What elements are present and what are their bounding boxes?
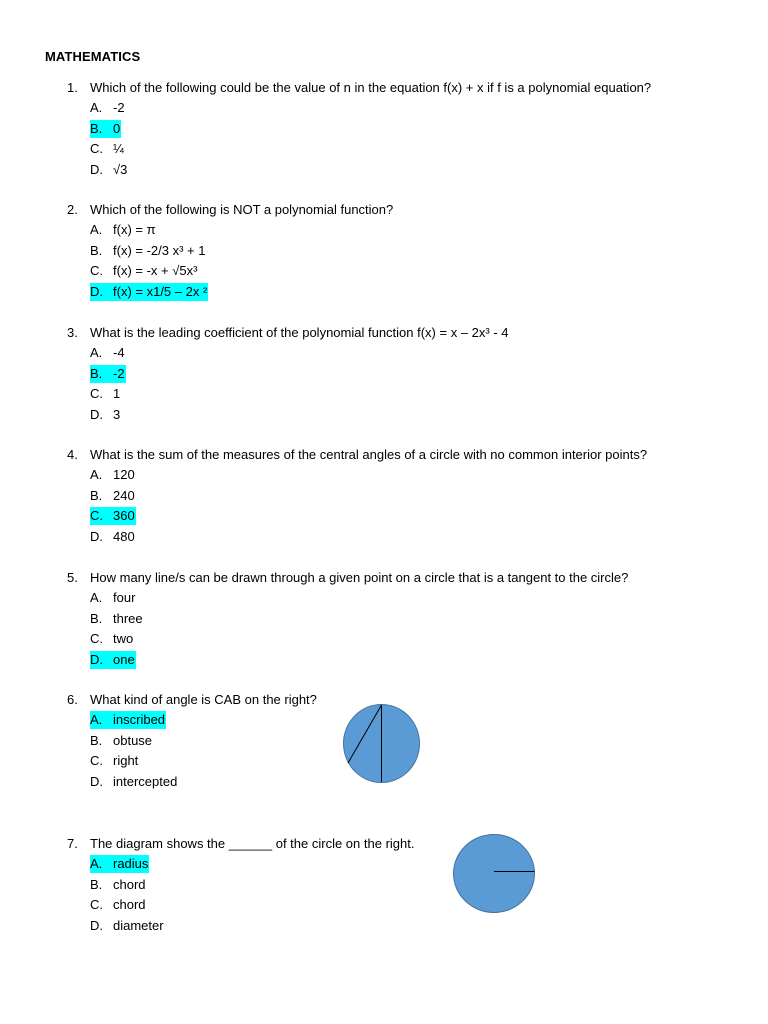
option-c: C. two (90, 631, 134, 646)
question-text: 6. What kind of angle is CAB on the right? (67, 692, 317, 707)
option-d-highlighted: D. one (90, 652, 135, 667)
option-a: A. four (90, 590, 136, 605)
question-text: 7. The diagram shows the ______ of the circle on the right. (67, 836, 415, 851)
option-b: B. 240 (90, 488, 135, 503)
option-c-highlighted: C. 360 (90, 508, 135, 523)
option-b: B. three (90, 611, 143, 626)
option-c: C. chord (90, 897, 146, 912)
circle-shape (454, 835, 535, 913)
option-b: B. chord (90, 877, 146, 892)
option-a-highlighted: A. radius (90, 856, 149, 871)
option-d: D. diameter (90, 918, 164, 933)
option-b: B. obtuse (90, 733, 153, 748)
option-b: B. f(x) = -2/3 x³ + 1 (90, 243, 206, 258)
option-d: D. 480 (90, 529, 135, 544)
option-a: A. f(x) = π (90, 222, 156, 237)
option-a: A. 120 (90, 467, 135, 482)
question-text: 4. What is the sum of the measures of the central angles of a circle with no common interior points? (67, 447, 648, 462)
option-c: C. ¼ (90, 141, 124, 156)
option-a: A. -4 (90, 345, 125, 360)
question-text: 5. How many line/s can be drawn through a given point on a circle that is a tangent to the circle? (67, 570, 629, 585)
option-d-highlighted: D. f(x) = x1/5 – 2x ² (90, 284, 208, 299)
option-c: C. right (90, 753, 139, 768)
option-a: A. -2 (90, 100, 125, 115)
page-title: MATHEMATICS (45, 49, 141, 64)
question-text: 3. What is the leading coefficient of the polynomial function f(x) = x – 2x³ - 4 (67, 325, 509, 340)
question-text: 1. Which of the following could be the value of n in the equation f(x) + x if f is a polynomial equation? (67, 80, 652, 95)
option-d: D. √3 (90, 162, 128, 177)
radius-figure (451, 832, 539, 916)
inscribed-angle-figure (340, 701, 424, 787)
option-b-highlighted: B. 0 (90, 121, 121, 136)
question-text: 2. Which of the following is NOT a polynomial function? (67, 202, 394, 217)
option-a-highlighted: A. inscribed (90, 712, 166, 727)
option-c: C. f(x) = -x + √5x³ (90, 263, 198, 278)
option-d: D. 3 (90, 407, 121, 422)
option-b-highlighted: B. -2 (90, 366, 125, 381)
option-c: C. 1 (90, 386, 121, 401)
option-d: D. intercepted (90, 774, 178, 789)
